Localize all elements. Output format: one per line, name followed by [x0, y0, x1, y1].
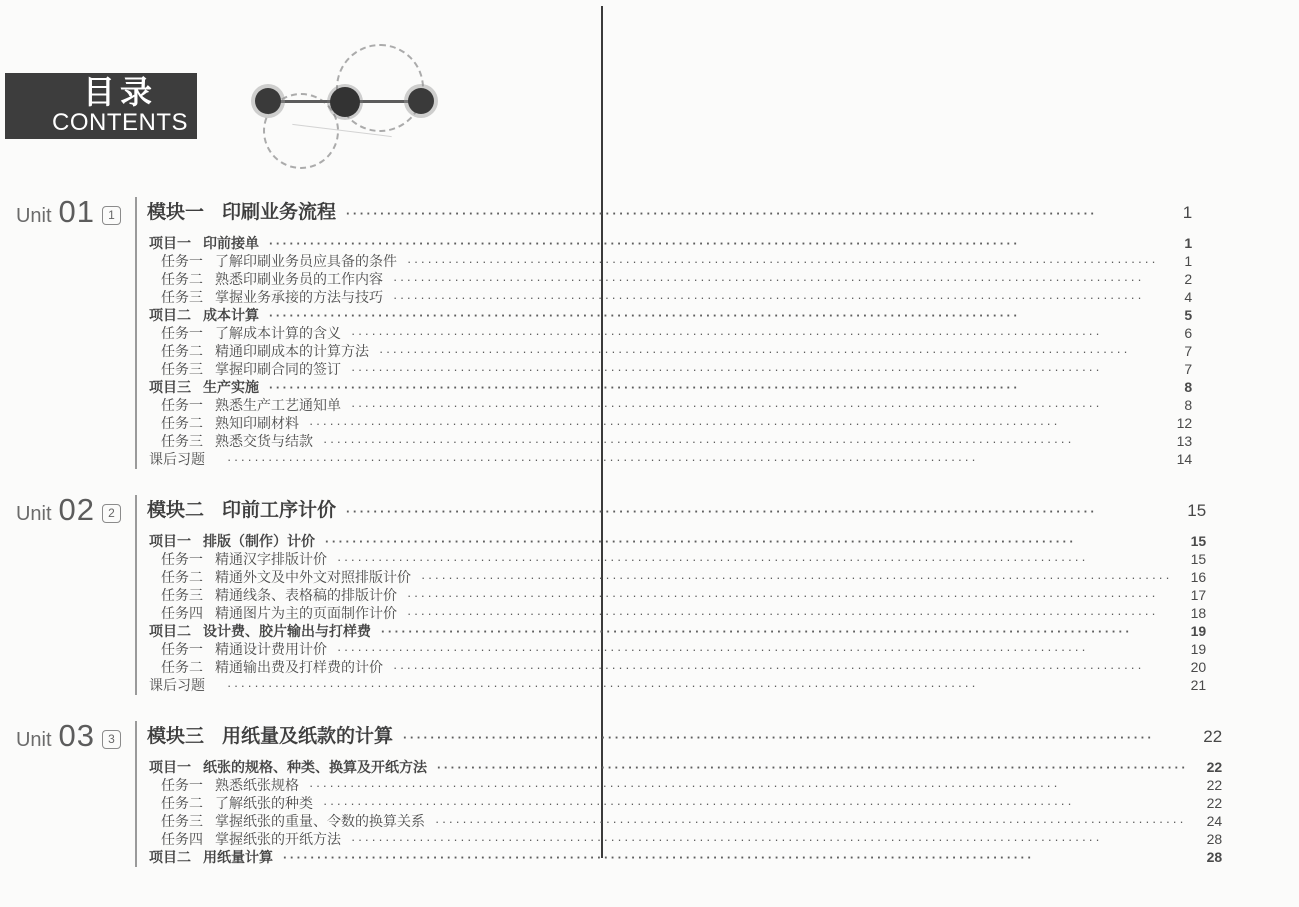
dot-leader [227, 678, 1172, 693]
entry-page-number: 5 [1184, 307, 1193, 323]
module-title-row [137, 721, 1299, 748]
entry-label: 项目一 [149, 533, 191, 549]
dot-leader [337, 642, 1172, 657]
entry-title: 精通输出费及打样费的计价 [215, 659, 383, 675]
entry-label: 课后习题 [149, 451, 205, 467]
dot-leader [407, 588, 1172, 603]
unit-content [135, 721, 1299, 867]
dot-leader [346, 504, 1172, 519]
entry-label: 任务一 [161, 253, 203, 269]
unit-label [0, 720, 135, 752]
toc-entry-row [137, 413, 1269, 431]
module-title: 印前工序计价 [222, 500, 337, 521]
toc-entry-row [137, 793, 1299, 811]
module-title: 用纸量及纸款的计算 [222, 726, 394, 747]
entry-title: 了解纸张的种类 [215, 795, 313, 811]
entry-label: 任务一 [161, 397, 203, 413]
toc-entry-row [137, 531, 1283, 549]
toc-entry-row [137, 567, 1283, 585]
dot-leader [227, 452, 1158, 467]
dot-leader [283, 850, 1188, 865]
dot-leader [421, 570, 1172, 585]
dot-leader [351, 832, 1188, 847]
unit-word: Unit [15, 205, 52, 227]
entry-title: 精通汉字排版计价 [215, 551, 327, 567]
toc-entry-row [137, 395, 1269, 413]
entry-label: 任务一 [161, 777, 203, 793]
entry-page-number: 14 [1176, 451, 1193, 467]
entry-title: 精通线条、表格稿的排版计价 [215, 587, 397, 603]
toc-entry-row [137, 775, 1299, 793]
dot-leader [393, 272, 1158, 287]
entry-label: 任务二 [161, 415, 203, 431]
unit-content [135, 197, 1269, 469]
entry-label: 任务二 [161, 659, 203, 675]
entry-page-number: 16 [1190, 569, 1207, 585]
toc-title-chinese: 目录 [82, 74, 157, 110]
dot-leader [403, 730, 1188, 745]
entry-label: 项目二 [149, 623, 191, 639]
module-label: 模块三 [147, 726, 205, 747]
dot-leader [351, 362, 1158, 377]
entry-page-number: 2 [1184, 271, 1193, 287]
entry-label: 任务三 [161, 361, 203, 377]
dot-icon [330, 87, 360, 117]
dot-leader [269, 308, 1158, 323]
toc-entry-row [137, 323, 1269, 341]
entry-title: 精通设计费用计价 [215, 641, 327, 657]
entry-page-number: 13 [1176, 433, 1193, 449]
entry-list [137, 531, 1283, 693]
dot-leader [393, 660, 1172, 675]
toc-entry-row [137, 359, 1269, 377]
entry-page-number: 6 [1184, 325, 1193, 341]
entry-title: 印前接单 [203, 235, 259, 251]
toc-entry-row [137, 287, 1269, 305]
unit-badge: 3 [102, 730, 121, 749]
entry-label: 任务三 [161, 813, 203, 829]
unit-section-3 [0, 718, 1223, 867]
toc-entry-row [137, 549, 1283, 567]
entry-title: 用纸量计算 [203, 849, 273, 865]
toc-entry-row [137, 757, 1299, 775]
entry-page-number: 22 [1206, 795, 1223, 811]
entry-title: 成本计算 [203, 307, 259, 323]
dot-leader [309, 416, 1158, 431]
toc-entry-row [137, 269, 1269, 287]
entry-label: 任务二 [161, 271, 203, 287]
entry-page-number: 28 [1206, 849, 1223, 865]
entry-title: 掌握纸张的开纸方法 [215, 831, 341, 847]
toc-entry-row [137, 251, 1269, 269]
module-label: 模块二 [147, 500, 205, 521]
entry-title: 熟悉纸张规格 [215, 777, 299, 793]
toc-entry-row [137, 829, 1299, 847]
entry-title: 熟悉印刷业务员的工作内容 [215, 271, 383, 287]
module-title: 印刷业务流程 [222, 202, 337, 223]
toc-entry-row [137, 621, 1283, 639]
toc-entry-row [137, 675, 1283, 693]
dot-leader [437, 760, 1188, 775]
dot-icon [255, 88, 281, 114]
module-page-number: 15 [1187, 501, 1207, 520]
entry-page-number: 1 [1184, 235, 1193, 251]
dot-leader [379, 344, 1158, 359]
toc-entry-row [137, 431, 1269, 449]
entry-title: 了解成本计算的含义 [215, 325, 341, 341]
entry-label: 项目三 [149, 379, 191, 395]
dot-leader [323, 796, 1188, 811]
entry-label: 任务四 [161, 831, 203, 847]
toc-entry-row [137, 449, 1269, 467]
entry-title: 熟悉交货与结款 [215, 433, 313, 449]
entry-page-number: 15 [1190, 551, 1207, 567]
dot-icon [408, 88, 434, 114]
unit-label [0, 494, 135, 526]
entry-label: 课后习题 [149, 677, 205, 693]
module-title-row [137, 495, 1283, 522]
entry-page-number: 7 [1184, 361, 1193, 377]
toc-entry-row [137, 377, 1269, 395]
entry-label: 任务二 [161, 569, 203, 585]
dot-leader [346, 206, 1158, 221]
dot-leader [407, 254, 1158, 269]
entry-page-number: 21 [1190, 677, 1207, 693]
entry-title: 精通外文及中外文对照排版计价 [215, 569, 411, 585]
entry-label: 任务三 [161, 289, 203, 305]
toc-entry-row [137, 305, 1269, 323]
entry-page-number: 28 [1206, 831, 1223, 847]
unit-word: Unit [15, 503, 52, 525]
unit-content [135, 495, 1283, 695]
entry-page-number: 18 [1190, 605, 1207, 621]
entry-label: 任务三 [161, 587, 203, 603]
entry-title: 掌握业务承接的方法与技巧 [215, 289, 383, 305]
dot-leader [269, 236, 1158, 251]
toc-entry-row [137, 639, 1283, 657]
unit-word: Unit [15, 729, 52, 751]
entry-page-number: 22 [1206, 777, 1223, 793]
unit-badge: 2 [102, 504, 121, 523]
unit-badge: 1 [102, 206, 121, 225]
table-of-contents [0, 194, 1223, 893]
entry-page-number: 4 [1184, 289, 1193, 305]
entry-label: 任务一 [161, 325, 203, 341]
dot-leader [381, 624, 1172, 639]
dot-leader [337, 552, 1172, 567]
entry-list [137, 757, 1299, 865]
unit-number: 01 [58, 194, 95, 229]
unit-label [0, 196, 135, 228]
entry-list [137, 233, 1269, 467]
entry-label: 项目二 [149, 307, 191, 323]
entry-title: 纸张的规格、种类、换算及开纸方法 [203, 759, 427, 775]
entry-title: 排版（制作）计价 [203, 533, 315, 549]
entry-title: 熟悉生产工艺通知单 [215, 397, 341, 413]
entry-title: 掌握纸张的重量、令数的换算关系 [215, 813, 425, 829]
unit-section-1 [0, 194, 1193, 469]
entry-page-number: 12 [1176, 415, 1193, 431]
dot-leader [435, 814, 1188, 829]
dot-leader [323, 434, 1158, 449]
entry-title: 设计费、胶片输出与打样费 [203, 623, 371, 639]
entry-page-number: 19 [1190, 623, 1207, 639]
entry-label: 任务四 [161, 605, 203, 621]
entry-page-number: 22 [1206, 759, 1223, 775]
entry-title: 精通印刷成本的计算方法 [215, 343, 369, 359]
dot-leader [351, 398, 1158, 413]
dot-leader [309, 778, 1188, 793]
entry-label: 任务一 [161, 641, 203, 657]
entry-title: 掌握印刷合同的签订 [215, 361, 341, 377]
entry-label: 任务三 [161, 433, 203, 449]
entry-label: 项目一 [149, 759, 191, 775]
entry-page-number: 8 [1184, 397, 1193, 413]
dot-leader [351, 326, 1158, 341]
entry-page-number: 20 [1190, 659, 1207, 675]
module-page-number: 1 [1182, 203, 1193, 222]
toc-entry-row [137, 847, 1299, 865]
entry-title: 精通图片为主的页面制作计价 [215, 605, 397, 621]
entry-page-number: 7 [1184, 343, 1193, 359]
entry-page-number: 19 [1190, 641, 1207, 657]
dot-leader [325, 534, 1172, 549]
unit-number: 02 [58, 492, 95, 527]
entry-title: 熟知印刷材料 [215, 415, 299, 431]
entry-page-number: 15 [1190, 533, 1207, 549]
toc-entry-row [137, 657, 1283, 675]
dot-leader [269, 380, 1158, 395]
toc-entry-row [137, 603, 1283, 621]
entry-label: 项目二 [149, 849, 191, 865]
dots-graphic [230, 30, 460, 170]
entry-label: 项目一 [149, 235, 191, 251]
dot-leader [393, 290, 1158, 305]
module-title-row [137, 197, 1269, 224]
dot-leader [407, 606, 1172, 621]
entry-page-number: 8 [1184, 379, 1193, 395]
entry-page-number: 1 [1184, 253, 1193, 269]
entry-label: 任务一 [161, 551, 203, 567]
toc-entry-row [137, 811, 1299, 829]
toc-entry-row [137, 585, 1283, 603]
toc-title-english: CONTENTS [52, 108, 188, 136]
unit-section-2 [0, 492, 1207, 695]
toc-title-block [52, 76, 188, 136]
module-page-number: 22 [1203, 727, 1223, 746]
entry-page-number: 17 [1190, 587, 1207, 603]
entry-label: 任务二 [161, 795, 203, 811]
entry-title: 了解印刷业务员应具备的条件 [215, 253, 397, 269]
entry-page-number: 24 [1206, 813, 1223, 829]
toc-entry-row [137, 341, 1269, 359]
toc-title-box [5, 73, 197, 139]
toc-entry-row [137, 233, 1269, 251]
unit-number: 03 [58, 718, 95, 753]
entry-title: 生产实施 [203, 379, 259, 395]
module-label: 模块一 [147, 202, 205, 223]
entry-label: 任务二 [161, 343, 203, 359]
